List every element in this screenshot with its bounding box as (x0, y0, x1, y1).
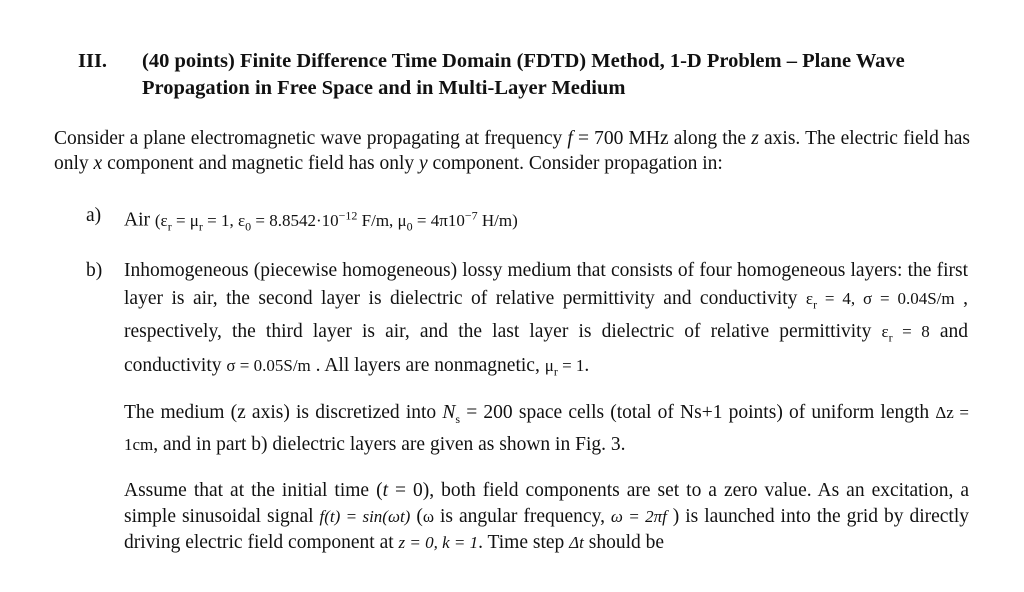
formula-superscript: −12 (338, 208, 358, 222)
formula-part: F/m, μ (357, 210, 407, 230)
para1-var-N: N (442, 402, 456, 423)
para2-text-7: should be (583, 532, 665, 553)
para2-formula-5: Δt (569, 533, 584, 552)
item-a-text (124, 202, 968, 241)
formula-subscript: r (167, 219, 172, 234)
para2-formula-4: z = 0, k = 1 (398, 533, 479, 552)
problem-title: (40 points) Finite Difference Time Domain (FDTD) Method, 1-D Problem – Plane Wave Propagation in Free Space and in Multi-Layer Medium (142, 50, 905, 99)
para2-text-2: = 0), both field components are set to a zero value. As an excitation, a simple sinusoidal signal (124, 480, 969, 527)
item-b-formula-2 (881, 322, 930, 345)
para2-text-6: . Time step (478, 532, 570, 553)
formula-part: ε (881, 322, 889, 342)
item-b-text-2: , respectively, the third layer is air, and the last layer is dielectric of relative permittivity (124, 287, 969, 343)
formula-part: = 8.8542·10 (251, 210, 339, 230)
intro-var-y: y (419, 153, 428, 174)
item-b-text-5: . (584, 355, 590, 377)
discretization-paragraph (124, 400, 969, 458)
para1-var-N-subscript: s (455, 411, 461, 426)
formula-part: (ε (154, 210, 168, 230)
intro-var-x: x (93, 153, 103, 174)
item-b-text (124, 257, 968, 386)
formula-part: = 1 (557, 356, 585, 376)
item-b-formula-1 (805, 288, 955, 311)
formula-subscript: 0 (245, 219, 252, 234)
item-b-label: b) (86, 260, 103, 281)
para2-formula-2: ω (422, 507, 435, 526)
formula-part: ε (805, 288, 814, 308)
formula-superscript: −7 (464, 208, 478, 222)
formula-part: = 8 (892, 322, 930, 342)
problem-numeral: III. (78, 50, 108, 72)
formula-subscript: r (888, 330, 893, 345)
formula-part: = μ (171, 210, 199, 230)
para2-formula-3: ω = 2πf (610, 507, 667, 526)
para1-text-2: = 200 space cells (total of Ns+1 points) of uniform length (460, 402, 936, 423)
formula-part: H/m) (477, 210, 518, 230)
intro-text-5: component. Consider propagation in: (427, 153, 723, 174)
formula-subscript: r (813, 296, 818, 311)
intro-text-1: Consider a plane electromagnetic wave propagating at frequency (54, 128, 568, 149)
para1-text-3: , and in part b) dielectric layers are given as shown in Fig. 3. (153, 433, 626, 455)
formula-subscript: r (553, 364, 558, 379)
intro-text-2: = 700 MHz along the (572, 128, 752, 149)
para1-formula: Δz = 1cm (124, 403, 969, 454)
para2-text-4: is angular frequency, (434, 506, 611, 527)
item-b-formula-3: σ = 0.05S/m (226, 356, 311, 376)
intro-var-f: f (567, 128, 573, 149)
item-a-formula (154, 208, 518, 234)
item-a-text-1: Air (124, 209, 155, 231)
formula-part: = 4π10 (412, 210, 465, 230)
item-b-text-4: . All layers are nonmagnetic, (310, 355, 545, 377)
formula-subscript: 0 (406, 219, 413, 234)
intro-text-4: component and magnetic field has only (102, 153, 419, 174)
para2-text-3: ( (410, 506, 423, 527)
formula-part: μ (544, 356, 554, 376)
item-a-label: a) (86, 205, 102, 226)
item-b-text-1: Inhomogeneous (piecewise homogeneous) lossy medium that consists of four homogeneous layers: the first layer is air, the second layer is dielectric of relative permittivity and conductivity (124, 260, 968, 309)
excitation-paragraph (124, 478, 969, 556)
intro-paragraph (54, 126, 970, 176)
formula-subscript: r (198, 219, 203, 234)
para2-var-t: t (382, 480, 388, 501)
item-b-text-3: and conductivity (124, 321, 969, 377)
intro-text-3: axis. The electric field has only (54, 128, 970, 174)
para1-text-1: The medium (z axis) is discretized into (124, 402, 443, 423)
para2-text-1: Assume that at the initial time ( (124, 480, 383, 501)
para2-formula-1: f(t) = sin(ωt) (319, 507, 411, 526)
para2-text-5: ) is launched into the grid by directly driving electric field component at (124, 506, 970, 553)
intro-var-z: z (751, 128, 759, 149)
formula-part: = 1, ε (202, 210, 246, 230)
item-b-formula-4 (544, 356, 585, 379)
formula-part: = 4, σ = 0.04S/m (817, 288, 955, 308)
